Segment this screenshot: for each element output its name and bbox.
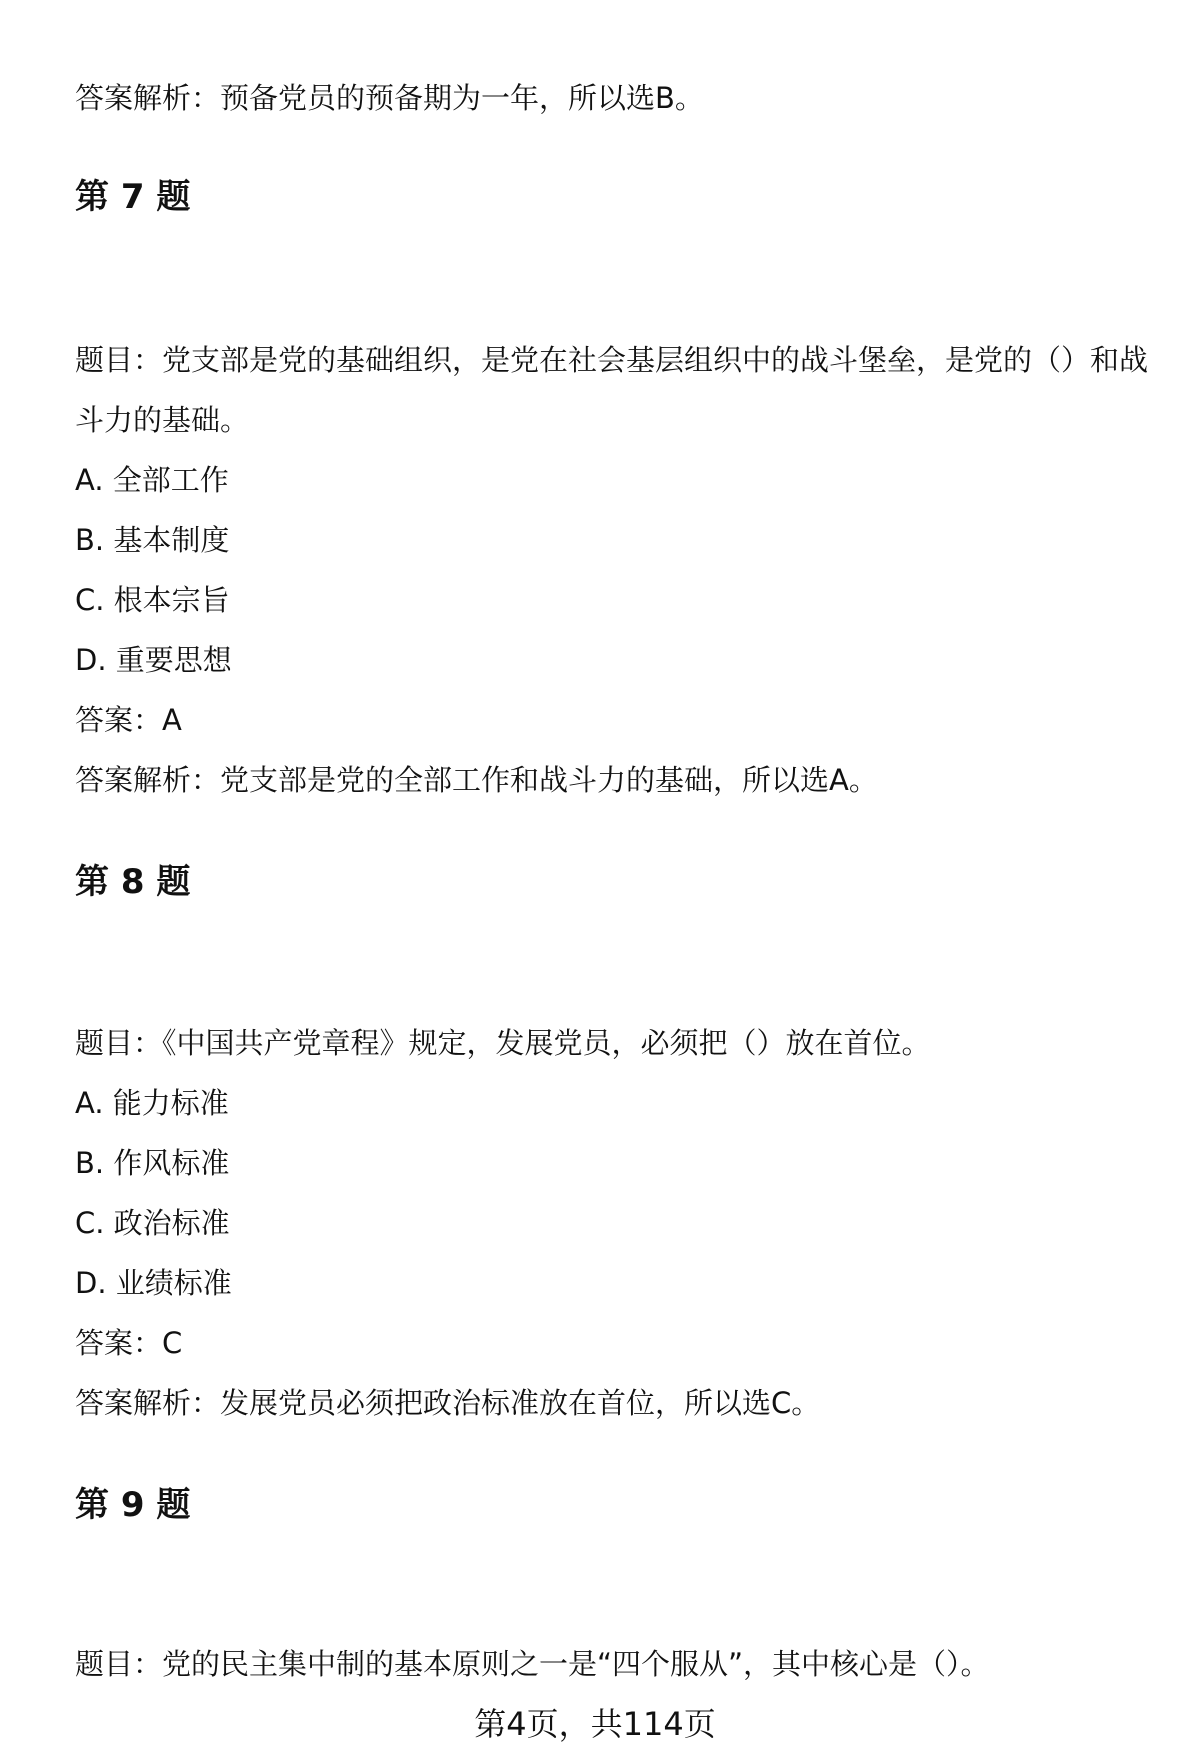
q8-explanation: 答案解析：发展党员必须把政治标准放在首位，所以选C。: [75, 1386, 821, 1420]
q8-question: 题目：《中国共产党章程》规定，发展党员，必须把（）放在首位。: [75, 1026, 931, 1060]
q7-option-b: B. 基本制度: [75, 523, 230, 557]
q8-answer: 答案：C: [75, 1326, 183, 1360]
q8-option-a: A. 能力标准: [75, 1086, 229, 1120]
q9-heading: 第 9 题: [75, 1485, 191, 1525]
q7-answer: 答案：A: [75, 703, 182, 737]
q7-question: 题目：党支部是党的基础组织，是党在社会基层组织中的战斗堡垒，是党的（）和战斗力的基础。: [75, 343, 1149, 437]
q8-option-c: C. 政治标准: [75, 1206, 230, 1240]
q6-explanation: 答案解析：预备党员的预备期为一年，所以选B。: [75, 81, 704, 115]
q8-heading: 第 8 题: [75, 862, 191, 902]
q8-option-d: D. 业绩标准: [75, 1266, 232, 1300]
q8-option-b: B. 作风标准: [75, 1146, 230, 1180]
q7-option-d: D. 重要思想: [75, 643, 232, 677]
q7-option-a: A. 全部工作: [75, 463, 229, 497]
q7-explanation: 答案解析：党支部是党的全部工作和战斗力的基础，所以选A。: [75, 763, 878, 797]
page-footer: 第4页，共114页: [474, 1705, 716, 1743]
q9-question: 题目：党的民主集中制的基本原则之一是“四个服从”，其中核心是（）。: [75, 1647, 990, 1681]
q7-heading: 第 7 题: [75, 177, 191, 217]
q7-option-c: C. 根本宗旨: [75, 583, 230, 617]
